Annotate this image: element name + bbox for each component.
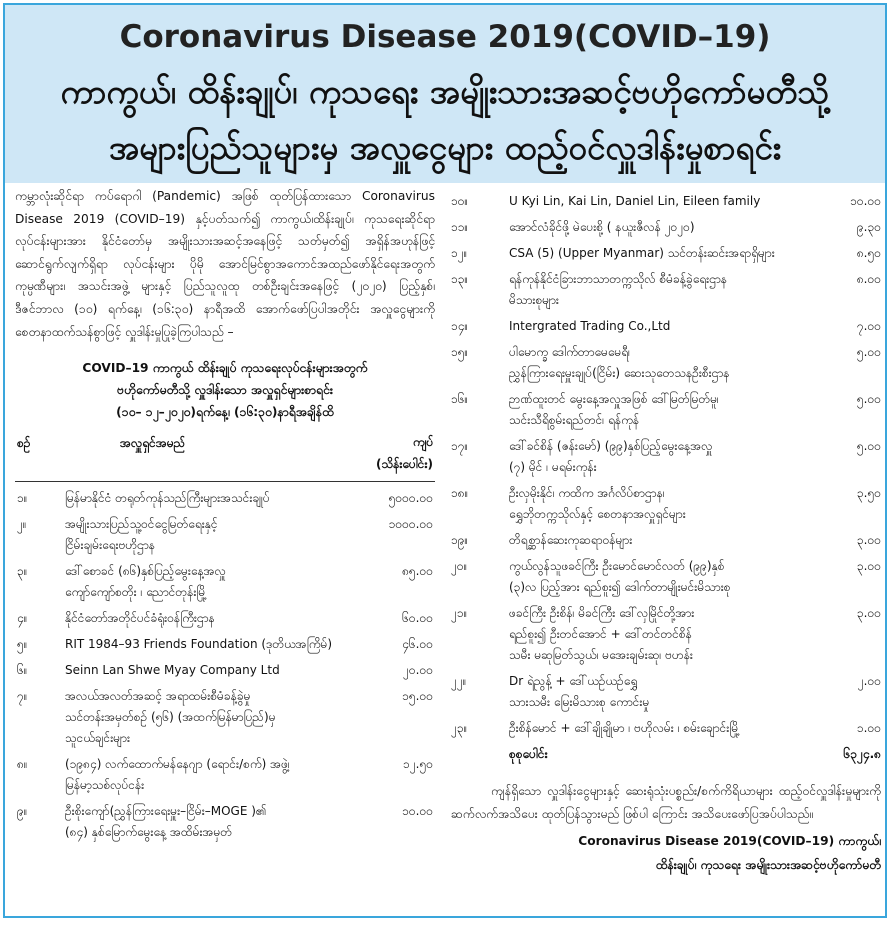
donation-amount: ၈.၅၀ — [856, 246, 881, 260]
row-number: ၂။ — [17, 517, 27, 532]
donor-name: မြန်မာနိုင်ငံ တရုတ်ကုန်သည်ကြီးများအသင်းချုပ် — [65, 491, 270, 506]
donor-name: RIT 1984–93 Friends Foundation (ဒုတိယအကြိမ်) — [65, 637, 332, 652]
donation-amount: ၈.၀၀ — [856, 272, 881, 286]
donation-amount: ၂.၀၀ — [857, 674, 881, 688]
page-title: Coronavirus Disease 2019(COVID–19) — [119, 19, 771, 55]
table-row — [15, 514, 435, 556]
donor-name: (၁၉၈၄) လက်ထောက်မန်နေဂျာ (ရောင်း/စက်) အဖွဲ့၊ မြန်မာ့သစ်လုပ်ငန်း — [65, 757, 290, 793]
row-number: ၉။ — [17, 804, 28, 819]
intro-paragraph: ကမ္ဘာလုံးဆိုင်ရာ ကပ်ရောဂါ (Pandemic) အဖြစ် ထုတ်ပြန်ထားသော Coronavirus Disease 2019 (COVID–19) နှင့်ပတ်သက်၍ ကာကွယ်၊ထိန်းချုပ်၊ ကုသရေးဆိုင်ရာလုပ်ငန်းများအား နိုင်ငံတော်မှ အမျိုးသားအဆင့်အနေဖြင့် သတ်မှတ်၍ အရှိန်အဟုန်ဖြင့် ဆောင်ရွက်လျက်ရှိရာ လုပ်ငန်းများ ပိုမို အောင်မြင်စွာအကောင်အထည်ဖော်နိုင်ရေးအတွက် ကုမ္ပဏီများ၊ အသင်းအဖွဲ့ များနှင့် ပြည်သူလူထု တစ်ဦးချင်းအနေဖြင့် (၂၀၂၀) ပြည့်နှစ်၊ ဒီဇင်ဘာလ (၁၀) ရက်နေ့၊ (၁၆:၃၀) နာရီအထိ အောက်ဖော်ပြပါအတိုင်း အလှူငွေများကို စေတနာထက်သန်စွာဖြင့် လှူဒါန်းမှုပြုခဲ့ကြပါသည် – — [15, 189, 435, 339]
donation-amount: ၁၀.၀၀ — [402, 804, 433, 819]
donation-amount: ၉.၃၀ — [856, 220, 881, 234]
table-row — [451, 269, 881, 311]
donation-amount: ၇.၀၀ — [856, 319, 881, 333]
left-column — [15, 185, 435, 918]
table-row — [451, 243, 881, 264]
donor-name: တိရစ္ဆာန်ဆေးကုဆရာဝန်များ — [509, 533, 633, 547]
donor-name: အလယ်အလတ်အဆင့် အရာထမ်းစီမံခန့်ခွဲမှု သင်တန်းအမှတ်စဉ် (၅၆) (အထက်မြန်မာပြည်)မှ သူငယ်ချင်းများ — [65, 689, 276, 746]
donation-amount: ၃.၀၀ — [856, 559, 881, 573]
donation-amount: ၃.၀၀ — [856, 533, 881, 547]
row-number: ၁၇။ — [451, 439, 469, 453]
row-number: ၁။ — [17, 491, 28, 506]
row-number: ၂၀။ — [451, 559, 468, 573]
table-row — [15, 634, 435, 655]
row-number: ၁၄။ — [451, 319, 469, 333]
row-number: ၁၀။ — [451, 194, 469, 208]
header-donor: အလှူရှင်အမည် — [120, 436, 186, 451]
row-number: ၁၂။ — [451, 246, 468, 260]
donation-amount: ၄၆.၀၀ — [402, 637, 433, 652]
table-row — [451, 436, 881, 478]
donation-amount: ၁.၀၀ — [856, 721, 881, 735]
row-number: ၁၁။ — [451, 220, 469, 234]
header-no: စဉ် — [17, 436, 31, 451]
row-number: ၂၃။ — [451, 721, 468, 735]
donor-name: ဦးလှမိုးနိုင်၊ ကထိက အင်္ဂလိပ်စာဌာန၊ ရွှေဘိုတက္ကသိုလ်နှင့် စေတနာအလှူရှင်များ — [509, 486, 686, 521]
row-number: ၈။ — [17, 757, 28, 772]
table-row — [451, 556, 881, 598]
donation-amount: ၅.၀၀ — [856, 392, 881, 406]
donor-name: ဒေါ်ခင်စိန် (ဇန်းမော်) (၉၉)နှစ်ပြည့်မွေးနေ့အလှူ (၇) မိုင် ၊ မရမ်းကုန်း — [509, 439, 713, 474]
table-row — [451, 342, 881, 384]
row-number: ၁၃။ — [451, 272, 469, 286]
table-row — [15, 561, 435, 603]
donor-name: ဒေါ်စောခင် (၈၆)နှစ်ပြည့်မွေးနေ့အလှူ ကျော်ကျော်စတိုး ၊ ညောင်တုန်းမြို့ — [65, 564, 226, 600]
donor-name: ကွယ်လွန်သူဖခင်ကြီး ဦးမောင်မောင်လတ် (၉၉)နှစ် (၃)လ ပြည့်အား ရည်စူး၍ ဒေါက်တာမျိုးမင်းမိသားစု — [509, 559, 731, 594]
donor-name: ရန်ကုန်နိုင်ငံခြားဘာသာတက္ကသိုလ် စီမံခန့်ခွဲရေးဌာန မိသားစုများ — [509, 272, 727, 307]
donation-amount: ၁၅.၀၀ — [402, 689, 433, 704]
title-line-3: အများပြည်သူများမှ အလှူငွေများ ထည့်ဝင်လှူဒါန်းမှုစာရင်း — [108, 128, 782, 167]
donation-amount: ၁၂.၅၀ — [403, 757, 433, 772]
total-label: စုစုပေါင်း — [509, 747, 548, 761]
table-row — [451, 530, 881, 551]
donation-amount: ၃.၅၀ — [856, 486, 881, 500]
donation-amount: ၆၀.၀၀ — [402, 611, 433, 626]
row-number: ၅။ — [17, 637, 28, 652]
title-line-2: ကာကွယ်၊ ထိန်းချုပ်၊ ကုသရေး အမျိုးသားအဆင့်ဗဟိုကော်မတီသို့ — [60, 72, 830, 111]
donor-name: Dr ရဲညွန့် + ဒေါ်ယဉ်ယဉ်ရွှေ သားသမီး မြေးမိသားစု ကောင်းမှု — [509, 674, 650, 709]
table-row — [15, 754, 435, 796]
donation-amount: ၈၅.၀၀ — [402, 564, 433, 579]
row-number: ၁၉။ — [451, 533, 469, 547]
header-banner — [5, 5, 885, 183]
row-number: ၁၈။ — [451, 486, 469, 500]
total-value: ၆၃၂၄.၈ — [843, 747, 881, 761]
header-amount: ကျပ် (သိန်းပေါင်း) — [376, 435, 433, 472]
table-row — [451, 316, 881, 337]
row-number: ၄။ — [17, 611, 28, 626]
donor-list-right — [451, 191, 881, 739]
donor-name: နိုင်ငံတော်အတိုင်ပင်ခံရုံးဝန်ကြီးဌာန — [65, 611, 215, 626]
donor-name: ဦးစိန်မောင် + ဒေါ်ချိုချိုမာ ၊ ဗဟိုလမ်း ၊ စမ်းချောင်းမြို့ — [509, 721, 741, 735]
row-number: ၂၂။ — [451, 674, 467, 688]
signature: Coronavirus Disease 2019(COVID–19) ကာကွယ်၊ ထိန်းချုပ်၊ ကုသရေး အမျိုးသားအဆင့်ဗဟိုကော်မတီ — [578, 834, 881, 873]
row-number: ၂၁။ — [451, 606, 468, 620]
donor-name: ဖခင်ကြီး ဦးစိန်၊ မိခင်ကြီး ဒေါ်လှမြိုင်တို့အား ရည်စူး၍ ဦးတင်အောင် + ဒေါ်တင်တင်စိန် သမီး မဆုမြတ်သွယ်၊ မအေးချမ်းဆု၊ ဗဟန်း — [509, 606, 695, 662]
donation-amount: ၁၀၀၀.၀၀ — [388, 517, 433, 532]
donor-name: CSA (5) (Upper Myanmar) သင်တန်းဆင်းအရာရှိများ — [509, 246, 775, 260]
donor-name: Intergrated Trading Co.,Ltd — [509, 319, 671, 333]
row-number: ၇။ — [17, 689, 28, 704]
table-row — [15, 686, 435, 749]
donation-amount: ၂၀.၀၀ — [403, 663, 433, 678]
table-row — [451, 718, 881, 739]
table-row — [451, 217, 881, 238]
donor-list-left — [15, 488, 435, 843]
donor-name: အမျိုးသားပြည်သူ့ဝင်ငွေမြတ်ရေးနှင့် ငြိမ်းချမ်းရေးဗဟိုဌာန — [65, 517, 218, 553]
table-row — [451, 389, 881, 431]
announcement-frame — [3, 3, 887, 918]
right-column — [451, 191, 881, 916]
table-row — [451, 603, 881, 666]
row-number: ၁၅။ — [451, 345, 469, 359]
donation-amount: ၅.၀၀ — [856, 345, 881, 359]
table-subtitle: COVID–19 ကာကွယ် ထိန်းချုပ် ကုသရေးလုပ်ငန်းများအတွက် ဗဟိုကော်မတီသို့ လှူဒါန်းသော အလှူရှင်များစာရင်း (၁၀– ၁၂–၂၀၂၀)ရက်နေ့၊ (၁၆:၃၀)နာရီအချိန်ထိ — [82, 361, 368, 420]
table-row — [451, 191, 881, 212]
donor-name: U Kyi Lin, Kai Lin, Daniel Lin, Eileen family — [509, 194, 761, 208]
row-number: ၃။ — [17, 564, 28, 579]
closing-paragraph: ကျန်ရှိသော လှူဒါန်းငွေများနှင့် ဆေးရုံသုံးပစ္စည်း/စက်ကိရိယာများ ထည့်ဝင်လှူဒါန်းမှုများကို ဆက်လက်အသိပေး ထုတ်ပြန်သွားမည် ဖြစ်ပါ ကြောင်း အသိပေးဖော်ပြအပ်ပါသည်။ — [451, 784, 881, 821]
header-divider — [15, 481, 435, 482]
donor-name: Seinn Lan Shwe Myay Company Ltd — [65, 663, 280, 678]
table-row — [15, 488, 435, 509]
table-row — [451, 671, 881, 713]
table-header — [15, 427, 435, 479]
table-row — [15, 801, 435, 843]
donor-name: အောင်လံခိုင်ဖို့ မဲပေးစို့ ( နယူးဇီလန် ၂၀၂၀) — [509, 220, 695, 234]
row-number: ၆။ — [17, 663, 28, 678]
donor-name: ဉာဏ်ထူးတင် မွေးနေ့အလှူအဖြစ် ဒေါ်မြတ်မြတ်မူ၊ သင်းသီရိစွမ်းရည်တင်၊ ရန်ကုန် — [509, 392, 719, 427]
table-row — [15, 660, 435, 681]
donation-amount: ၅.၀၀ — [856, 439, 881, 453]
table-row — [15, 608, 435, 629]
donor-name: ပါမောက္ခ ဒေါက်တာမေမေရီ၊ ညွှန်ကြားရေးမှူးချုပ်(ငြိမ်း) ဆေးသုတေသနဦးစီးဌာန — [509, 345, 730, 380]
donation-amount: ၁၀.၀၀ — [850, 194, 881, 208]
donation-amount: ၃.၀၀ — [856, 606, 881, 620]
row-number: ၁၆။ — [451, 392, 469, 406]
donor-name: ဦးစိုးကျော်(ညွှန်ကြားရေးမှူး–ငြိမ်း–MOGE )၏ (၈၄) နှစ်မြောက်မွေးနေ့ အထိမ်းအမှတ် — [65, 804, 267, 840]
total-row — [451, 744, 881, 770]
donation-amount: ၅၀၀၀.၀၀ — [388, 491, 433, 506]
table-row — [451, 483, 881, 525]
